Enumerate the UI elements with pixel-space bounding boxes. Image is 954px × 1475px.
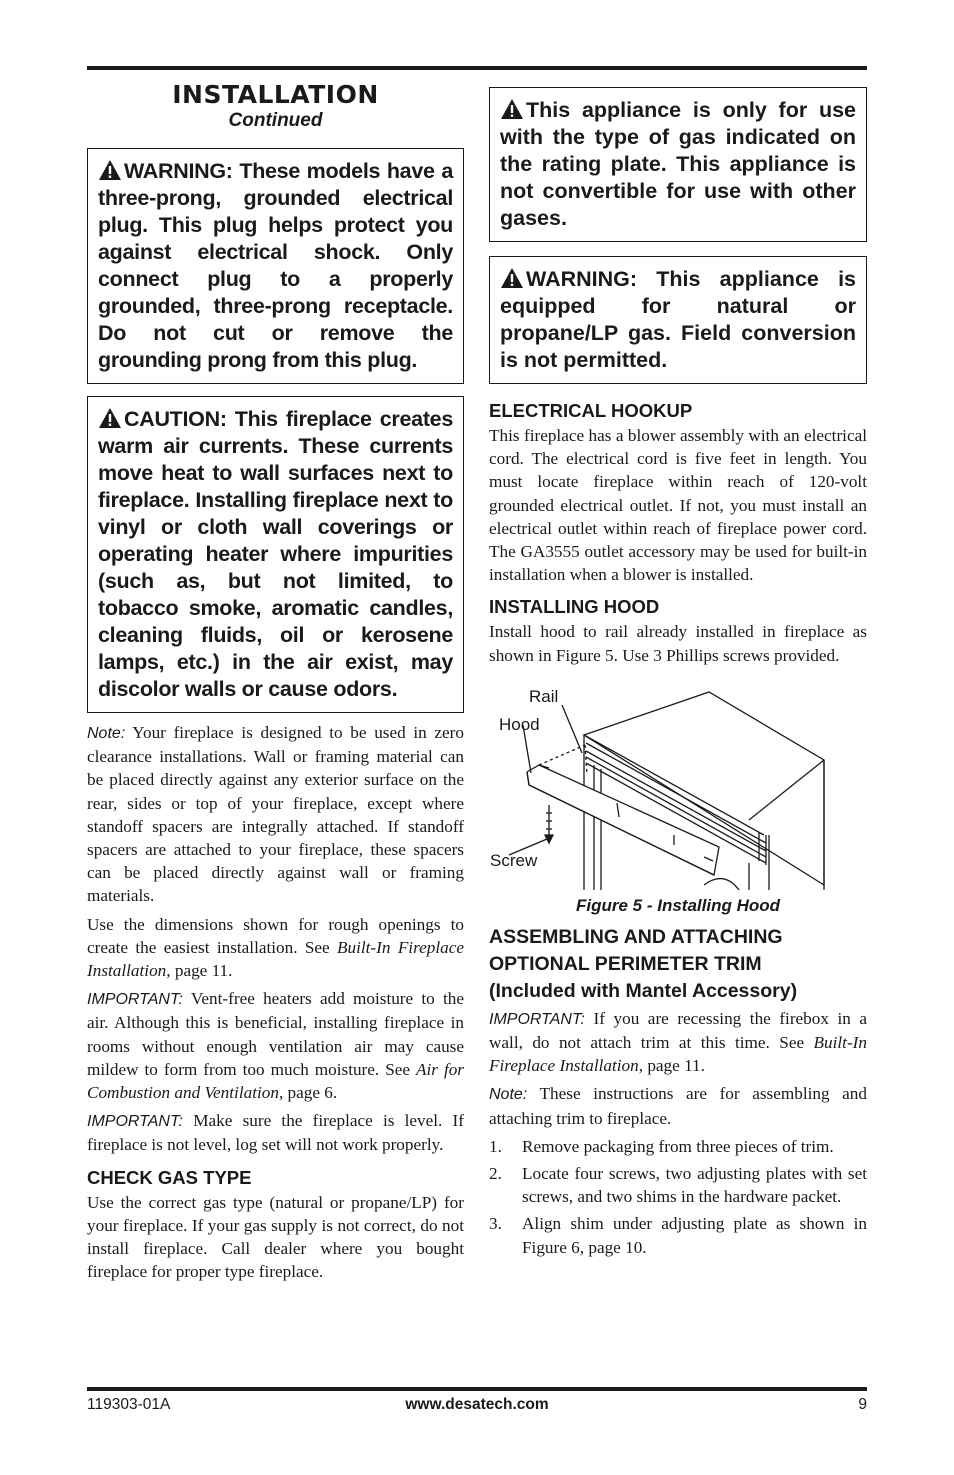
trim-steps-list [489, 1135, 867, 1259]
electrical-warning-box [87, 148, 464, 384]
figure-caption: Figure 5 - Installing Hood [576, 895, 780, 915]
footer-part-number: 119303-01A [87, 1396, 171, 1413]
gas-conversion-box [489, 256, 867, 384]
check-gas-text: Use the correct gas type (natural or propane/LP) for your fireplace. If your gas supply is not correct, do not install fireplace. Call dealer where you bought fireplace for proper type fireplace. [87, 1192, 464, 1282]
bottom-rule [87, 1387, 867, 1391]
dimensions-paragraph: Use the dimensions shown for rough openings to create the easiest installation. See Built-In Fireplace Installation, page 11. [87, 914, 464, 981]
hood-illustration [489, 685, 867, 890]
warning-triangle-icon [500, 98, 524, 120]
installing-hood-heading: INSTALLING HOOD [489, 596, 660, 618]
section-subtitle: Continued [228, 110, 323, 131]
zero-clearance-note: Note: Your fireplace is designed to be used in zero clearance installations. Wall or framing material can be placed directly against any exterior surface on the rear, sides or top of your fireplace, except where standoff spacers are integrally attached. If standoff spacers are attached to your fireplace, these spacers can be placed directly against wall or framing materials. [87, 723, 464, 906]
left-column [87, 80, 464, 1288]
built-in-reference: Built-In Fireplace Installation [87, 937, 464, 981]
caution-text: CAUTION: This fireplace creates warm air currents. These currents move heat to wall surfaces next to fireplace. Installing fireplace next to vinyl or cloth wall coverings or operating heater where impurities (such as, but not limited, to tobacco smoke, aromatic candles, cleaning fluids, oil or kerosene lamps, etc.) in the air exist, may discolor walls or cause odors. [98, 407, 453, 701]
trim-important: IMPORTANT: If you are recessing the firebox in a wall, do not attach trim at this time. See Built-In Fireplace Installation, page 11. [489, 1008, 867, 1076]
label-rail: Rail [529, 686, 559, 706]
gas-conversion-text: WARNING: This appliance is equipped for natural or propane/LP gas. Field conversion is not permitted. [500, 267, 856, 372]
section-title: INSTALLATION [172, 80, 379, 109]
trim-note: Note: These instructions are for assembling and attaching trim to fireplace. [489, 1084, 867, 1128]
electrical-hookup-heading: ELECTRICAL HOOKUP [489, 400, 693, 421]
footer-page-number: 9 [858, 1396, 867, 1413]
top-rule [87, 66, 867, 70]
electrical-warning-text: WARNING: These models have a three-prong, grounded electrical plug. This plug helps protect you against electrical shock. Only connect plug to a properly grounded, three-prong receptacle. Do not cut or remove the grounding prong from this plug. [98, 159, 453, 372]
right-column [489, 87, 867, 1263]
electrical-hookup-text: This fireplace has a blower assembly with an electrical cord. The electrical cord is five feet in length. You must locate fireplace within reach of 120-volt grounded electrical outlet. If not, you must install an electrical outlet within reach of fireplace power cord. The GA3555 outlet accessory may be used for built-in installation when a blower is installed. [489, 426, 867, 585]
warning-triangle-icon [98, 159, 122, 181]
label-hood: Hood [499, 714, 540, 734]
warning-triangle-icon [500, 267, 524, 289]
footer-website[interactable]: www.desatech.com [405, 1396, 549, 1413]
gas-type-box [489, 87, 867, 242]
list-item: 1. Remove packaging from three pieces of trim. [489, 1136, 834, 1156]
caution-box [87, 396, 464, 713]
label-screw: Screw [490, 850, 538, 870]
moisture-important: IMPORTANT: Vent-free heaters add moisture to the air. Although this is beneficial, installing fireplace in rooms without enough ventilation air may cause mildew to form from too much moisture. See Air for Combustion and Ventilation, page 6. [87, 989, 464, 1103]
list-item: 2. Locate four screws, two adjusting plates with set screws, and two shims in the hardware packet. [489, 1164, 867, 1207]
check-gas-heading: CHECK GAS TYPE [87, 1166, 252, 1188]
warning-triangle-icon [98, 407, 122, 429]
installing-hood-text: Install hood to rail already installed in fireplace as shown in Figure 5. Use 3 Phillips screws provided. [489, 622, 867, 665]
built-in-reference: Built-In Fireplace Installation [489, 1033, 867, 1076]
level-important: IMPORTANT: Make sure the fireplace is level. If fireplace is not level, log set will not work properly. [87, 1111, 464, 1155]
figure-installing-hood [489, 685, 867, 890]
gas-type-text: This appliance is only for use with the type of gas indicated on the rating plate. This appliance is not convertible for use with other gases. [500, 98, 856, 230]
list-item: 3. Align shim under adjusting plate as shown in Figure 6, page 10. [489, 1214, 867, 1257]
air-combustion-reference: Air for Combustion and Ventilation [87, 1059, 464, 1103]
perimeter-trim-heading: ASSEMBLING AND ATTACHING OPTIONAL PERIMETER TRIM (Included with Mantel Accessory) [489, 925, 798, 1002]
